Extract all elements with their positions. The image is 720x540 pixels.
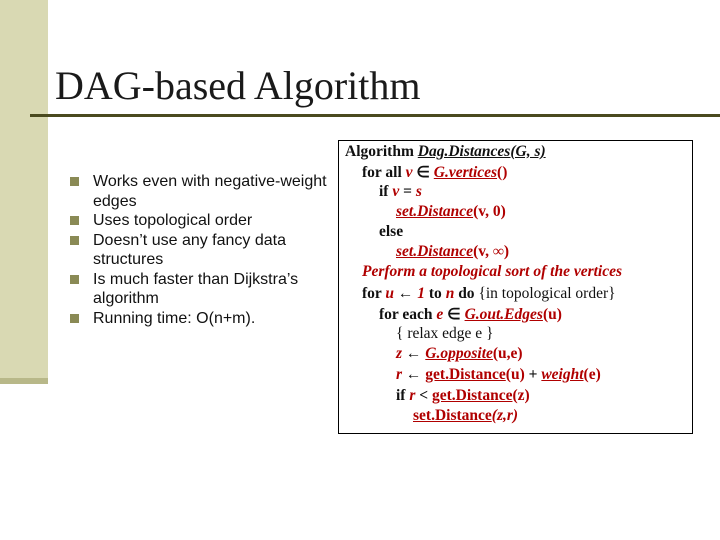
algo-line-14	[413, 407, 518, 425]
square-bullet-icon	[70, 216, 79, 225]
algo-keyword: do	[454, 285, 479, 302]
algo-keyword: for all	[362, 164, 406, 181]
algo-line-4	[396, 203, 506, 221]
bullet-text: Running time: O(n+m).	[93, 309, 256, 327]
algo-signature: Dag.Distances(G, s)	[417, 143, 546, 160]
algo-method: set.Distance	[396, 203, 474, 220]
algo-op: ←	[394, 285, 418, 302]
algo-op: +	[524, 366, 542, 383]
algo-line-1	[345, 143, 546, 161]
algo-op: =	[399, 183, 416, 200]
algo-line-8	[362, 285, 616, 303]
algo-op: ∈	[412, 164, 434, 181]
algo-keyword: if	[396, 387, 410, 404]
algo-method: G.out.Edges	[464, 306, 543, 323]
bullet-text: Is much faster than Dijkstra’s algorithm	[93, 270, 299, 307]
bullet-item	[70, 172, 332, 211]
algo-method: get.Distance	[425, 366, 506, 383]
bullet-text: Uses topological order	[93, 212, 253, 229]
algo-keyword: Algorithm	[345, 143, 418, 160]
algo-args: (u)	[542, 306, 562, 323]
algo-line-7: Perform a topological sort of the vertices	[362, 263, 623, 280]
algo-line-2	[362, 163, 507, 182]
algo-line-3	[379, 183, 422, 201]
algo-args: ()	[497, 164, 508, 181]
bullet-item	[70, 270, 332, 309]
algo-method: set.Distance	[413, 407, 492, 424]
bullet-item	[70, 231, 332, 270]
algo-line-9	[379, 305, 562, 324]
algo-args: (z,r)	[491, 407, 519, 424]
algo-op: ←	[402, 345, 426, 362]
algo-keyword: for each	[379, 306, 437, 323]
algo-var: r	[409, 387, 416, 404]
algo-comment: {in topological order}	[478, 285, 616, 302]
algo-args: (v, 0)	[473, 203, 506, 220]
bullet-text: Doesn’t use any fancy data structures	[93, 231, 287, 268]
square-bullet-icon	[70, 177, 79, 186]
square-bullet-icon	[70, 236, 79, 245]
algorithm-box	[338, 140, 693, 434]
algo-args: (u,e)	[492, 345, 523, 362]
algo-args: (e)	[583, 366, 601, 383]
algo-var: v	[405, 164, 413, 181]
bullet-text: Works even with negative-weight edges	[93, 173, 327, 210]
slide-title: DAG-based Algorithm	[55, 63, 421, 108]
bullet-item	[70, 309, 332, 329]
algo-op: <	[415, 387, 432, 404]
algo-args: (v, ∞)	[473, 243, 510, 260]
algo-line-12	[396, 366, 601, 384]
algo-method: G.opposite	[425, 345, 493, 362]
square-bullet-icon	[70, 314, 79, 323]
algo-op: ←	[402, 366, 426, 383]
algo-keyword: if	[379, 183, 393, 200]
algo-var: z	[396, 345, 403, 362]
algo-var: n	[445, 285, 455, 302]
algo-keyword: to	[425, 285, 446, 302]
square-bullet-icon	[70, 275, 79, 284]
left-accent-bar-edge	[0, 378, 48, 384]
algo-var: e	[436, 306, 444, 323]
algo-op: ∈	[443, 306, 465, 323]
bullet-item	[70, 211, 332, 231]
algo-method: get.Distance	[431, 387, 513, 404]
algo-args: (u)	[505, 366, 525, 383]
algo-var: v	[392, 183, 400, 200]
algo-line-10: { relax edge e }	[396, 325, 494, 342]
algo-args: (z)	[512, 387, 530, 404]
bullet-list	[70, 172, 332, 328]
algo-line-6	[396, 243, 509, 261]
left-accent-bar	[0, 0, 48, 384]
algo-line-11	[396, 345, 523, 363]
algo-var: s	[415, 183, 422, 200]
algo-var: u	[385, 285, 395, 302]
algo-var: r	[396, 366, 403, 383]
title-underline	[30, 114, 720, 117]
algo-method: G.vertices	[433, 164, 498, 181]
algo-method: set.Distance	[396, 243, 474, 260]
algo-keyword: for	[362, 285, 386, 302]
algo-var: 1	[417, 285, 426, 302]
algo-method: weight	[541, 366, 584, 383]
algo-line-13	[396, 387, 530, 405]
algo-line-5: else	[379, 223, 404, 240]
